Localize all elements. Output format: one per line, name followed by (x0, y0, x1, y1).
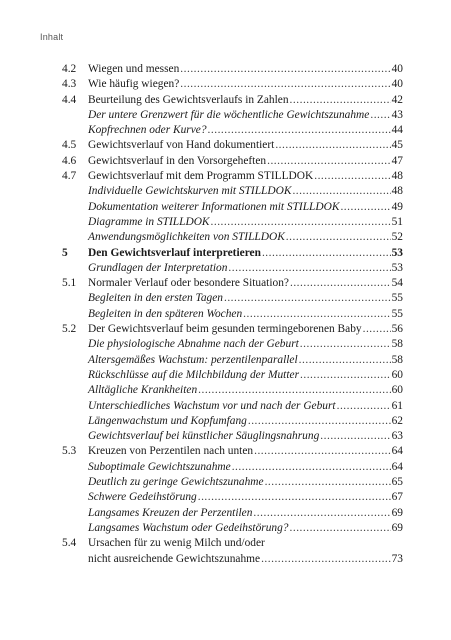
toc-entry-number: 4.6 (62, 154, 77, 167)
toc-entry-number: 5.3 (62, 445, 77, 458)
toc-leader-dots (370, 108, 390, 123)
toc-leader-dots (292, 184, 390, 199)
toc-entry (62, 414, 403, 429)
toc-entry (62, 475, 403, 490)
toc-entry-page: 60 (391, 384, 403, 397)
toc-entry (62, 169, 403, 184)
toc-entry (62, 108, 403, 123)
toc-entry-page: 64 (391, 460, 403, 473)
toc-leader-dots (290, 93, 391, 108)
toc-leader-dots (286, 230, 391, 245)
toc-leader-dots (254, 444, 391, 459)
toc-leader-dots (180, 77, 390, 92)
toc-entry-title: Individuelle Gewichtskurven mit STILLDOK (88, 185, 292, 198)
toc-entry-page: 52 (391, 231, 403, 244)
toc-leader-dots (299, 353, 391, 368)
toc-entry-page: 40 (391, 63, 403, 75)
running-header: Inhalt (40, 32, 64, 42)
toc-entry-title: Grundlagen der Interpretation (88, 261, 228, 274)
toc-entry-title: Anwendungsmöglichkeiten von STILLDOK (88, 231, 285, 244)
toc-leader-dots (300, 337, 391, 352)
toc-entry-title: Rückschlüsse auf die Milchbildung der Mutter (88, 368, 299, 381)
toc-entry-page: 53 (391, 261, 403, 274)
toc-entry (62, 138, 403, 153)
toc-entry-page: 47 (391, 154, 403, 167)
toc-entry-title: Begleiten in den späteren Wochen (88, 307, 243, 320)
toc-leader-dots (363, 322, 391, 337)
toc-entry-page: 58 (391, 338, 403, 351)
toc-leader-dots (261, 552, 391, 567)
toc-entry-title: Den Gewichtsverlauf interpretieren (88, 246, 261, 259)
toc-entry-number: 4.2 (62, 63, 77, 75)
toc-entry (62, 62, 403, 77)
toc-entry (62, 123, 403, 138)
toc-entry-title: Die physiologische Abnahme nach der Geburt (88, 338, 299, 351)
toc-entry-page: 69 (391, 521, 403, 534)
toc-entry (62, 184, 403, 199)
toc-leader-dots (275, 138, 390, 153)
toc-entry-page: 48 (391, 170, 403, 183)
toc-entry-number: 5.2 (62, 323, 77, 336)
toc-leader-dots (208, 123, 391, 138)
toc-entry-page: 61 (391, 399, 403, 412)
toc-entry-title: Der Gewichtsverlauf beim gesunden termingeborenen Baby (88, 323, 362, 336)
toc-leader-dots (314, 169, 390, 184)
toc-entry-number: 4.7 (62, 170, 77, 183)
toc-entry (62, 552, 403, 567)
toc-leader-dots (337, 399, 391, 414)
toc-entry-page: 65 (391, 476, 403, 489)
toc-leader-dots (180, 62, 390, 77)
toc-entry-title: Alltägliche Krankheiten (88, 384, 198, 397)
toc-leader-dots (198, 383, 390, 398)
toc-entry-number: 5.4 (62, 537, 77, 550)
toc-entry-title: Altersgemäßes Wachstum: perzentilenparallel (88, 353, 298, 366)
toc-entry-page: 56 (391, 323, 403, 336)
toc-entry-title: Begleiten in den ersten Tagen (88, 292, 223, 305)
toc-entry (62, 368, 403, 383)
toc-entry (62, 322, 403, 337)
toc-entry-number: 4.4 (62, 93, 77, 106)
toc-entry-page: 55 (391, 292, 403, 305)
toc-entry-page: 54 (391, 277, 403, 290)
toc-leader-dots (243, 307, 390, 322)
toc-leader-dots (224, 291, 391, 306)
toc-entry (62, 490, 403, 505)
toc-entry (62, 383, 403, 398)
toc-entry-title: Längenwachstum und Kopfumfang (88, 414, 247, 427)
toc-leader-dots (211, 215, 391, 230)
toc-entry (62, 399, 403, 414)
toc-entry-page: 69 (391, 506, 403, 519)
toc-entry-page: 51 (391, 215, 403, 228)
toc-entry (62, 506, 403, 521)
toc-entry (62, 261, 403, 276)
toc-entry-title: Normaler Verlauf oder besondere Situation? (88, 277, 289, 290)
toc-entry-title: Dokumentation weiterer Informationen mit STILLDOK (88, 200, 340, 213)
toc-entry (62, 307, 403, 322)
toc-entry-title: Gewichtsverlauf in den Vorsorgeheften (88, 154, 267, 167)
toc-entry (62, 291, 403, 306)
toc-leader-dots (267, 154, 391, 169)
toc-leader-dots (320, 429, 390, 444)
toc-entry (62, 444, 403, 459)
toc-entry-page: 73 (391, 552, 403, 565)
toc-entry-title: Suboptimale Gewichtszunahme (88, 460, 231, 473)
toc-leader-dots (290, 276, 391, 291)
toc-leader-dots (253, 506, 390, 521)
toc-entry-title: Beurteilung des Gewichtsverlaufs in Zahlen (88, 93, 289, 106)
toc-entry-number: 5 (62, 246, 68, 259)
toc-entry-page: 45 (391, 139, 403, 152)
toc-entry-title: Gewichtsverlauf mit dem Programm STILLDOK (88, 170, 314, 183)
toc-entry-title: Gewichtsverlauf von Hand dokumentiert (88, 139, 275, 152)
toc-leader-dots (265, 475, 391, 490)
toc-entry-page: 62 (391, 414, 403, 427)
toc-entry-title: Langsames Kreuzen der Perzentilen (88, 506, 253, 519)
toc-leader-dots (198, 490, 391, 505)
toc-entry-page: 60 (391, 368, 403, 381)
toc-entry-page: 48 (391, 185, 403, 198)
toc-entry (62, 276, 403, 291)
toc-entry-title: Unterschiedliches Wachstum vor und nach der Geburt (88, 399, 336, 412)
toc-entry-title: Diagramme in STILLDOK (88, 215, 210, 228)
toc-entry-title: nicht ausreichende Gewichtszunahme (88, 552, 261, 565)
toc-entry-page: 53 (391, 246, 403, 259)
toc-entry-page: 43 (391, 108, 403, 121)
toc-entry (62, 521, 403, 536)
toc-leader-dots (262, 246, 391, 261)
toc-leader-dots (290, 521, 391, 536)
toc-entry-page: 63 (391, 430, 403, 443)
toc-entry-title: Kopfrechnen oder Kurve? (88, 124, 207, 137)
toc-entry (62, 93, 403, 108)
toc-entry (62, 200, 403, 215)
toc-entry-title: Gewichtsverlauf bei künstlicher Säuglingsnahrung (88, 430, 320, 443)
toc-entry-page: 40 (391, 78, 403, 91)
toc-leader-dots (228, 261, 390, 276)
toc-entry (62, 353, 403, 368)
toc-entry (62, 230, 403, 245)
toc-entry-page: 67 (391, 491, 403, 504)
toc-entry-title: Der untere Grenzwert für die wöchentliche Gewichtszunahme (88, 108, 370, 121)
toc-entry (62, 536, 403, 551)
toc-entry-page: 64 (391, 445, 403, 458)
toc-entry-title: Langsames Wachstum oder Gedeihstörung? (88, 521, 289, 534)
toc-entry-title: Ursachen für zu wenig Milch und/oder (88, 537, 265, 550)
toc-entry (62, 429, 403, 444)
toc-entry-page: 55 (391, 307, 403, 320)
toc-entry-title: Wie häufig wiegen? (88, 78, 180, 91)
toc-leader-dots (300, 368, 391, 383)
toc-leader-dots (248, 414, 391, 429)
toc-leader-dots (340, 200, 390, 215)
toc-entry-title: Deutlich zu geringe Gewichtszunahme (88, 476, 264, 489)
toc-entry (62, 154, 403, 169)
table-of-contents (62, 62, 403, 567)
toc-entry (62, 337, 403, 352)
toc-entry (62, 460, 403, 475)
toc-entry (62, 246, 403, 261)
toc-entry-page: 49 (391, 200, 403, 213)
toc-entry-page: 58 (391, 353, 403, 366)
toc-entry-number: 4.5 (62, 139, 77, 152)
toc-entry-title: Wiegen und messen (88, 63, 180, 75)
toc-entry-number: 5.1 (62, 277, 77, 290)
toc-entry-page: 42 (391, 93, 403, 106)
toc-entry-number: 4.3 (62, 78, 77, 91)
toc-leader-dots (232, 460, 391, 475)
toc-entry-page: 44 (391, 124, 403, 137)
toc-entry-title: Schwere Gedeihstörung (88, 491, 197, 504)
toc-entry (62, 77, 403, 92)
toc-entry-title: Kreuzen von Perzentilen nach unten (88, 445, 254, 458)
toc-entry (62, 215, 403, 230)
